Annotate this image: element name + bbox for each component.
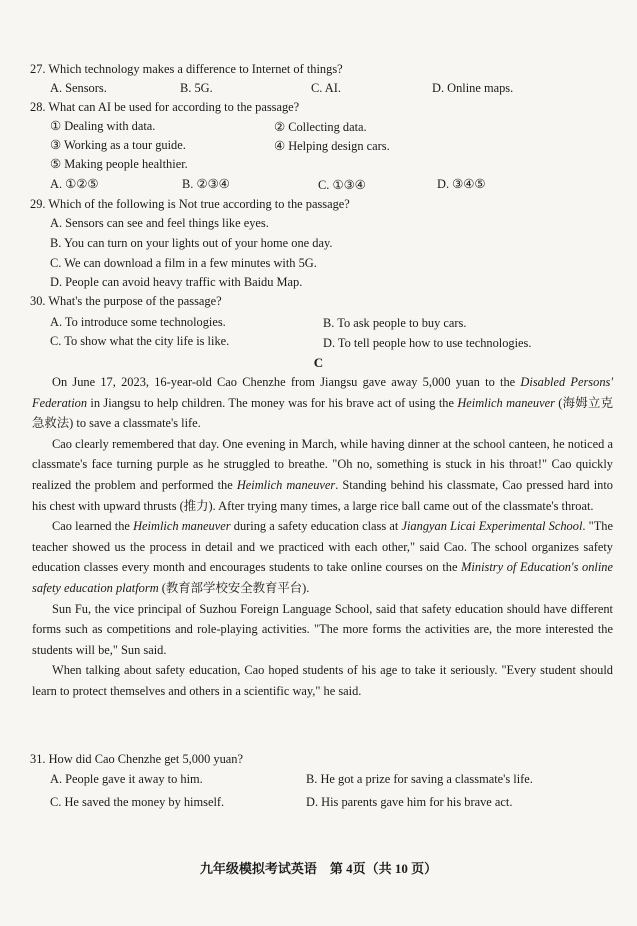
q30-option-c: C. To show what the city life is like. bbox=[50, 334, 230, 348]
q30-option-a: A. To introduce some technologies. bbox=[50, 315, 226, 329]
question-29-stem: 29. Which of the following is Not true according to the passage? bbox=[30, 197, 350, 211]
q28-item-3: ③ Working as a tour guide. bbox=[50, 138, 186, 152]
q29-option-a: A. Sensors can see and feel things like eyes. bbox=[50, 216, 269, 230]
question-28-stem: 28. What can AI be used for according to the passage? bbox=[30, 100, 300, 114]
q31-option-c: C. He saved the money by himself. bbox=[50, 795, 225, 809]
passage-paragraph-4: Sun Fu, the vice principal of Suzhou Foreign Language School, said that safety education should have different forms such as competitions and role-playing activities. "The more forms the activities are, the more interested the students will be," Sun said. bbox=[32, 601, 613, 657]
q28-item-4: ④ Helping design cars. bbox=[274, 139, 390, 153]
q28-item-5: ⑤ Making people healthier. bbox=[50, 157, 188, 171]
question-27-stem: 27. Which technology makes a difference to Internet of things? bbox=[30, 62, 343, 76]
q30-option-d: D. To tell people how to use technologies. bbox=[323, 336, 532, 350]
passage-paragraph-3: Cao learned the Heimlich maneuver during a safety education class at Jiangyan Licai Experimental School. "The teacher showed us the process in detail and we practiced with each other," said Cao. The school organizes safety education classes every month and encourages students to take online courses on the Ministry of Education's online safety education platform (教育部学校安全教育平台). bbox=[32, 519, 614, 595]
q29-option-d: D. People can avoid heavy traffic with Baidu Map. bbox=[50, 275, 303, 289]
q28-option-c: C. ①③④ bbox=[318, 178, 366, 192]
page-footer: 九年级模拟考试英语 第 4页（共 10 页） bbox=[199, 861, 438, 876]
q27-option-a: A. Sensors. bbox=[50, 81, 107, 95]
q28-option-d: D. ③④⑤ bbox=[437, 177, 486, 191]
passage bbox=[32, 372, 613, 702]
q28-item-2: ② Collecting data. bbox=[274, 120, 367, 134]
q27-option-c: C. AI. bbox=[311, 81, 341, 95]
q27-option-b: B. 5G. bbox=[180, 81, 213, 95]
q28-item-1: ① Dealing with data. bbox=[50, 119, 156, 133]
section-label: C bbox=[313, 355, 324, 370]
q28-option-a: A. ①②⑤ bbox=[50, 177, 99, 191]
passage-paragraph-1: On June 17, 2023, 16-year-old Cao Chenzhe from Jiangsu gave away 5,000 yuan to the Disabled Persons' Federation in Jiangsu to help children. The money was for his brave act of using the Heimlich maneuver (海姆立克急救法) to save a classmate's life. bbox=[32, 375, 613, 431]
question-30-stem: 30. What's the purpose of the passage? bbox=[30, 294, 222, 308]
q30-option-b: B. To ask people to buy cars. bbox=[323, 316, 467, 330]
q29-option-c: C. We can download a film in a few minutes with 5G. bbox=[50, 256, 317, 270]
q27-option-d: D. Online maps. bbox=[432, 81, 514, 95]
q29-option-b: B. You can turn on your lights out of your home one day. bbox=[50, 236, 333, 250]
q31-option-a: A. People gave it away to him. bbox=[50, 772, 203, 786]
question-31-stem: 31. How did Cao Chenzhe get 5,000 yuan? bbox=[30, 752, 244, 766]
q31-option-b: B. He got a prize for saving a classmate's life. bbox=[306, 772, 533, 786]
passage-paragraph-2: Cao clearly remembered that day. One evening in March, while having dinner at the school canteen, he noticed a classmate's face turning purple as he struggled to breathe. "Oh no, something is stuck in his throat!" Cao quickly realized the problem and performed the Heimlich maneuver. Standing behind his classmate, Cao pressed hard into his chest with upward thrusts (推力). After trying many times, a large rice ball came out of the classmate's throat. bbox=[32, 436, 613, 513]
passage-paragraph-5: When talking about safety education, Cao hoped students of his age to take it seriously. "Every student should learn to protect themselves and others in a scientific way," he said. bbox=[32, 663, 613, 698]
q28-option-b: B. ②③④ bbox=[182, 177, 230, 191]
q31-option-d: D. His parents gave him for his brave act. bbox=[306, 795, 513, 809]
